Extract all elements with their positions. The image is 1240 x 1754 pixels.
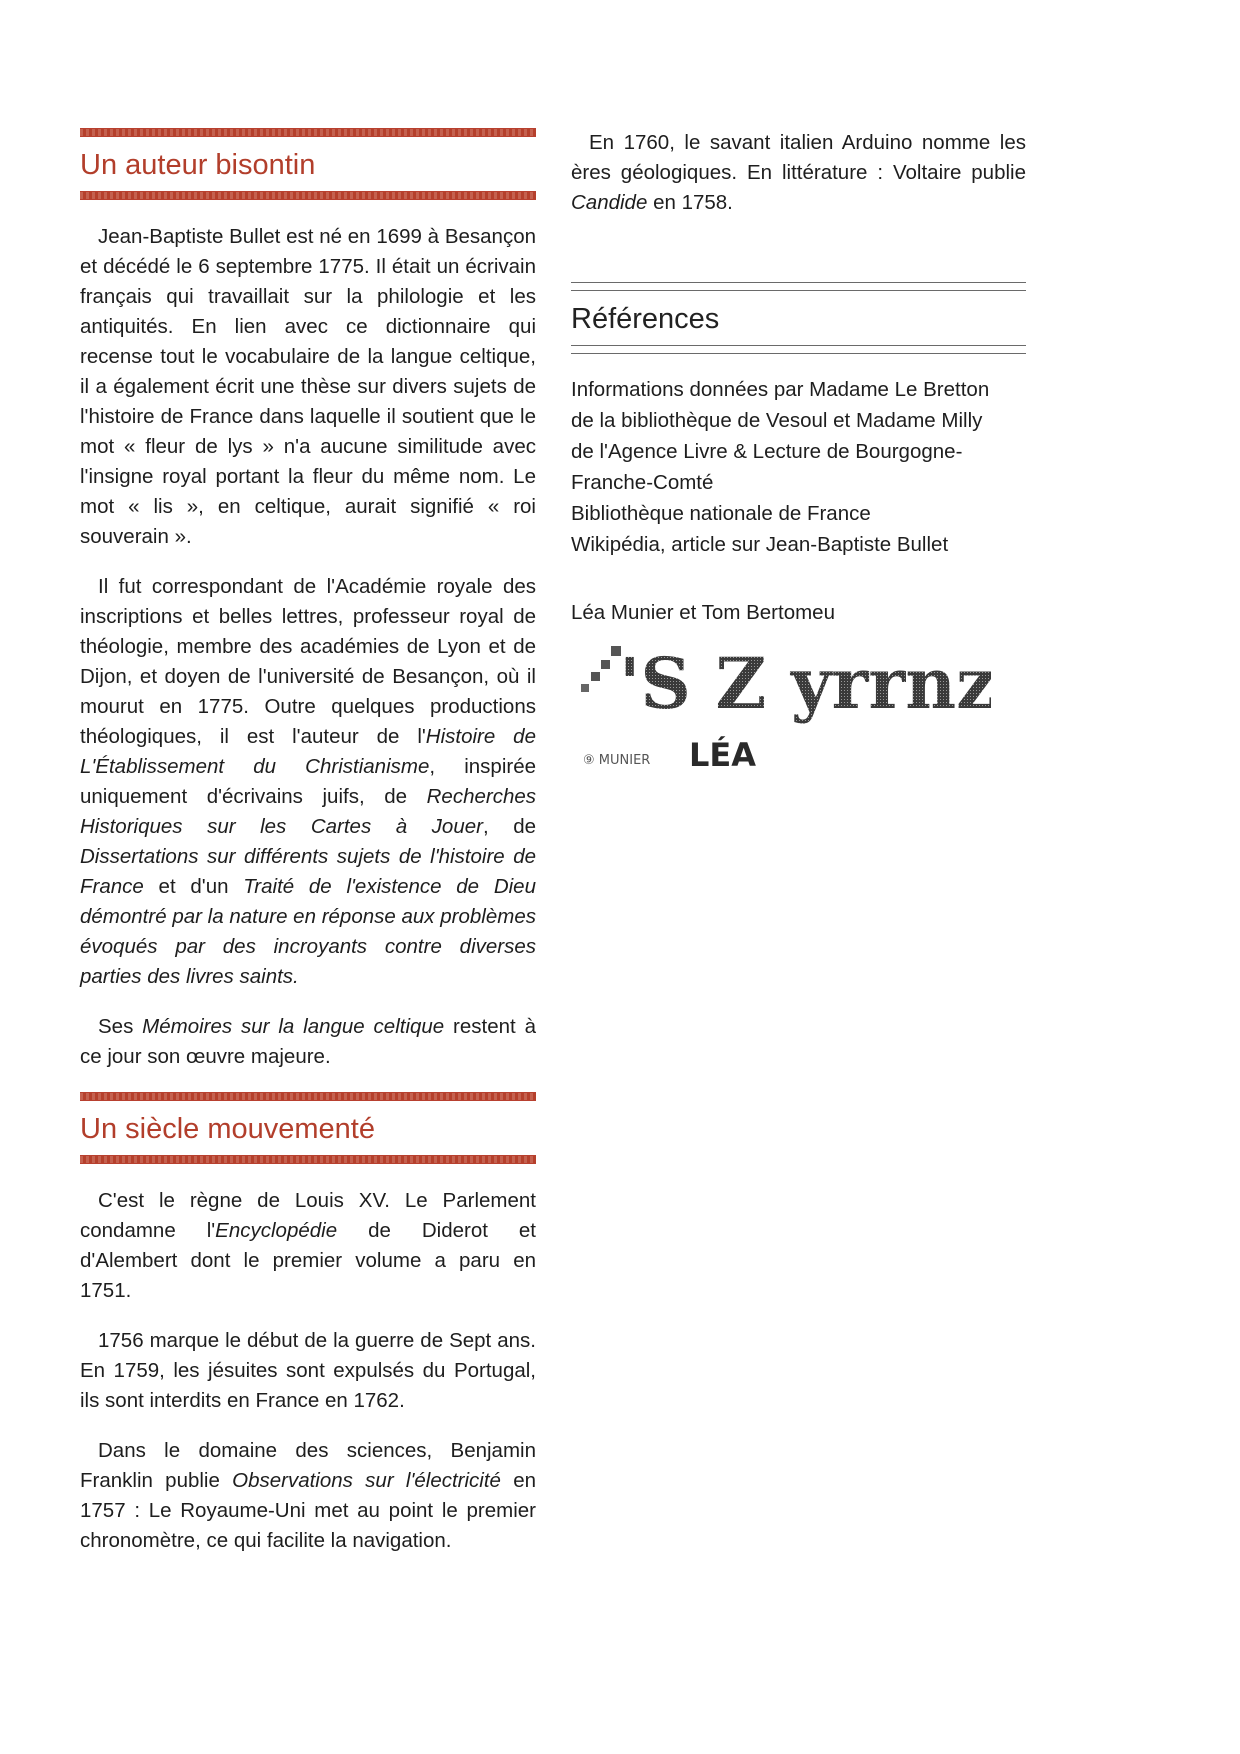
- title-candide: Candide: [571, 191, 648, 214]
- references-list: [571, 374, 1026, 560]
- calligraphy-text: 'S Z yrrnz: [619, 642, 991, 725]
- paragraph-memoires: [80, 1012, 536, 1072]
- section-title-siecle: Un siècle mouvementé: [80, 1113, 375, 1145]
- text-run: en 1758.: [647, 191, 733, 214]
- title-observations: Observations sur l'électricité: [232, 1469, 501, 1492]
- text-run: C'est le règne de Louis XV. Le Parlement condamne l': [80, 1189, 536, 1242]
- reference-line: Wikipédia, article sur Jean-Baptiste Bullet: [571, 533, 949, 556]
- text-run: Dans le domaine des sciences, Benjamin Franklin publie: [80, 1439, 536, 1492]
- title-recherches: Recherches Historiques sur les Cartes à Jouer: [80, 785, 536, 838]
- calligraphy-signature: [571, 642, 1026, 787]
- section-rule-top: [80, 128, 536, 137]
- text-run: , de: [482, 815, 537, 838]
- section-rule-bottom: [571, 345, 1026, 354]
- paragraph-sciences: [80, 1436, 536, 1556]
- title-dissertations: Dissertations sur différents sujets de l'histoire de France: [80, 845, 536, 898]
- left-column: [80, 128, 536, 1556]
- text-run: de Diderot et d'Alembert dont le premier volume a paru en 1751.: [80, 1219, 536, 1302]
- quill-mark: [591, 672, 600, 681]
- right-column: [571, 128, 1026, 787]
- reference-line: de l'Agence Livre & Lecture de Bourgogne-: [571, 440, 963, 463]
- quill-mark: [601, 660, 610, 669]
- section-rule-bottom: [80, 1155, 536, 1164]
- quill-mark: [581, 684, 589, 692]
- paragraph-louis-xv: [80, 1186, 536, 1306]
- paragraph-biography: Jean-Baptiste Bullet est né en 1699 à Besançon et décédé le 6 septembre 1775. Il était un écrivain français qui travaillait sur la philologie et les antiquités. En lien avec ce dictionnaire qui recense tout le vocabulaire de la langue celtique, il a également écrit une thèse sur divers sujets de l'histoire de France dans laquelle il soutient que le mot « fleur de lys » n'a aucune similitude avec l'insigne royal portant la fleur du même nom. Le mot « lis », en celtique, aurait signifié « roi souverain ».: [80, 225, 536, 548]
- section-title-auteur: Un auteur bisontin: [80, 149, 316, 181]
- section-rule-top: [80, 1092, 536, 1101]
- reference-line: de la bibliothèque de Vesoul et Madame Milly: [571, 409, 983, 432]
- section-rule-top: [571, 282, 1026, 291]
- text-run: En 1760, le savant italien Arduino nomme les ères géologiques. En littérature : Voltaire publie: [571, 131, 1026, 184]
- text-run: Il fut correspondant de l'Académie royale des inscriptions et belles lettres, professeur royal de théologie, membre des académies de Lyon et de Dijon, et doyen de l'université de Besançon, où il mourut en 1775. Outre quelques productions théologiques, il est l'auteur de l': [80, 575, 536, 748]
- section-title-references: Références: [571, 303, 720, 335]
- text-run: Ses: [98, 1015, 143, 1038]
- reference-line: Informations données par Madame Le Bretton: [571, 378, 990, 401]
- text-run: et d'un: [143, 875, 244, 898]
- paragraph-guerre: 1756 marque le début de la guerre de Sept ans. En 1759, les jésuites sont expulsés du Portugal, ils sont interdits en France en 1762.: [80, 1329, 536, 1412]
- paragraph-arduino: [571, 128, 1026, 218]
- text-run: en 1757 : Le Royaume-Uni met au point le premier chronomètre, ce qui facilite la navigation.: [80, 1469, 537, 1552]
- authors-credit: Léa Munier et Tom Bertomeu: [571, 601, 835, 624]
- text-run: , inspirée uniquement d'écrivains juifs, de: [80, 755, 536, 808]
- section-rule-bottom: [80, 191, 536, 200]
- title-encyclopedie: Encyclopédie: [215, 1219, 338, 1242]
- paragraph-works: [80, 572, 536, 992]
- title-traite: Traité de l'existence de Dieu démontré par la nature en réponse aux problèmes évoqués par des incroyants contre diverses parties des livres saints.: [80, 875, 536, 988]
- signature-name: LÉA: [689, 736, 757, 774]
- title-histoire: Histoire de L'Établissement du Christianisme: [80, 725, 536, 778]
- reference-line: Franche-Comté: [571, 471, 714, 494]
- text-run: restent à ce jour son œuvre majeure.: [80, 1015, 536, 1068]
- title-memoires: Mémoires sur la langue celtique: [142, 1015, 445, 1038]
- reference-line: Bibliothèque nationale de France: [571, 502, 871, 525]
- signature-small-text: ⑨ MUNIER: [583, 753, 651, 768]
- calligraphy-image: [571, 642, 991, 782]
